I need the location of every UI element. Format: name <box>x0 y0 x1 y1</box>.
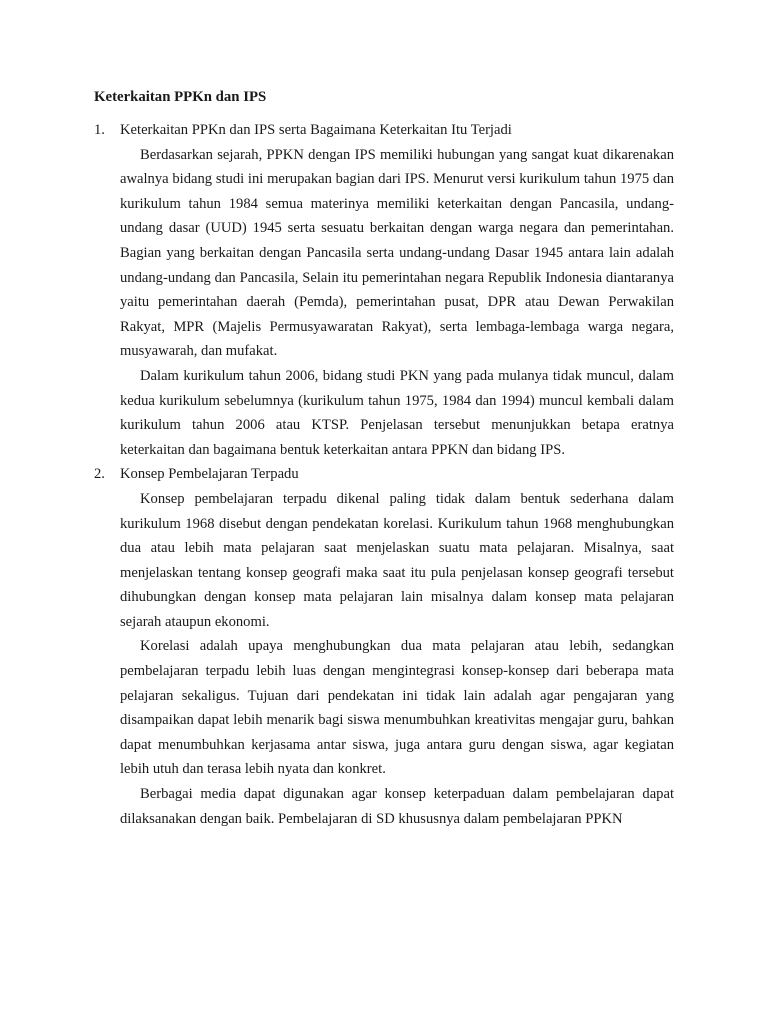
document-title: Keterkaitan PPKn dan IPS <box>94 89 267 105</box>
section-1 <box>94 118 674 462</box>
section-heading-text: Keterkaitan PPKn dan IPS serta Bagaimana Keterkaitan Itu Terjadi <box>120 122 512 138</box>
paragraph: Konsep pembelajaran terpadu dikenal paling tidak dalam bentuk sederhana dalam kurikulum 1968 disebut dengan pendekatan korelasi. Kurikulum tahun 1968 menghubungkan dua atau lebih mata pelajaran saat menjelaskan suatu mata pelajaran. Misalnya, saat menjelaskan tentang konsep geografi maka saat itu pula penjelasan konsep geografi tersebut dihubungkan dengan konsep mata pelajaran lain misalnya dalam konsep mata pelajaran sejarah ataupun ekonomi. <box>120 490 674 630</box>
paragraph: Korelasi adalah upaya menghubungkan dua mata pelajaran atau lebih, sedangkan pembelajaran terpadu lebih luas dengan mengintegrasi konsep-konsep dari beberapa mata pelajaran sekaligus. Tujuan dari pendekatan ini tidak lain adalah agar pengajaran yang disampaikan dapat lebih menarik bagi siswa menumbuhkan kreativitas mengajar guru, bahkan dapat menumbuhkan kerjasama antar siswa, juga antara guru dengan siswa, agar kegiatan lebih utuh dan terasa lebih nyata dan konkret. <box>120 638 674 778</box>
section-heading <box>94 462 674 487</box>
section-number: 1. <box>94 122 105 138</box>
section-heading-text: Konsep Pembelajaran Terpadu <box>120 466 299 483</box>
paragraph: Berdasarkan sejarah, PPKN dengan IPS memiliki hubungan yang sangat kuat dikarenakan awalnya bidang studi ini merupakan bagian dari IPS. Menurut versi kurikulum tahun 1975 dan kurikulum tahun 1984 semua materinya memiliki keterkaitan dengan Pancasila, undang-undang dasar (UUD) 1945 serta sesuatu berkaitan dengan warga negara dan pemerintahan. Bagian yang berkaitan dengan Pancasila serta undang-undang Dasar 1945 antara lain adalah undang-undang dan Pancasila, Selain itu pemerintahan negara Republik Indonesia diantaranya yaitu pemerintahan daerah (Pemda), pemerintahan pusat, DPR atau Dewan Perwakilan Rakyat, MPR (Majelis Permusyawaratan Rakyat), serta lembaga-lembaga warga negara, musyawarah, dan mufakat. <box>120 146 674 360</box>
section-heading <box>94 118 674 143</box>
paragraph: Berbagai media dapat digunakan agar konsep keterpaduan dalam pembelajaran dapat dilaksanakan dengan baik. Pembelajaran di SD khususnya dalam pembelajaran PPKN <box>120 786 674 827</box>
document-body <box>94 86 674 831</box>
section-2 <box>94 462 674 831</box>
paragraph: Dalam kurikulum tahun 2006, bidang studi PKN yang pada mulanya tidak muncul, dalam kedua kurikulum sebelumnya (kurikulum tahun 1975, 1984 dan 1994) muncul kembali dalam kurikulum tahun 2006 atau KTSP. Penjelasan tersebut menunjukkan betapa eratnya keterkaitan dan bagaimana bentuk keterkaitan antara PPKN dan bidang IPS. <box>120 367 674 458</box>
section-number: 2. <box>94 466 105 483</box>
